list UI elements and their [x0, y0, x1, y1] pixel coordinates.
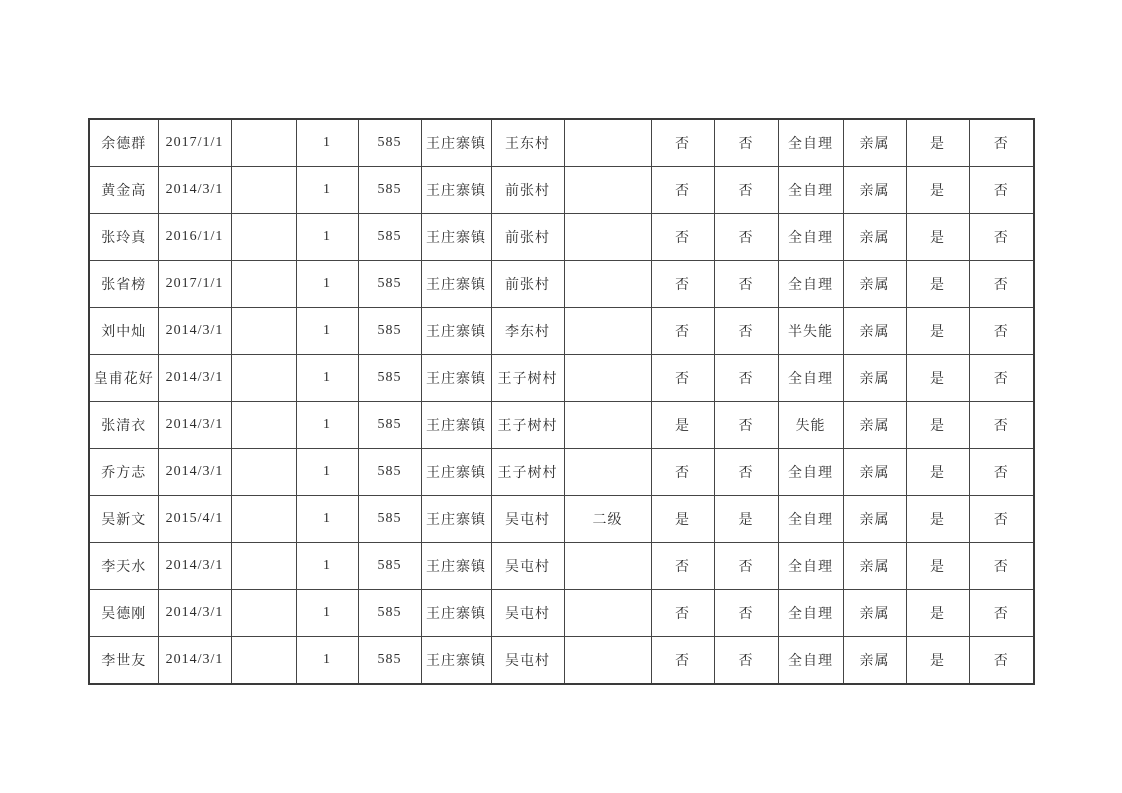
cell-caregiver-relation: 亲属 — [843, 543, 906, 590]
cell-grade — [564, 355, 651, 402]
cell-town: 王庄寨镇 — [421, 402, 491, 449]
cell-amount: 585 — [358, 449, 421, 496]
table-row — [89, 637, 1034, 685]
cell-date: 2014/3/1 — [158, 355, 231, 402]
cell-blank-1 — [231, 637, 296, 685]
cell-village: 王子树村 — [491, 449, 564, 496]
cell-village: 吴屯村 — [491, 590, 564, 637]
cell-amount: 585 — [358, 590, 421, 637]
cell-grade — [564, 261, 651, 308]
cell-flag-a: 否 — [651, 637, 714, 685]
cell-flag-c: 是 — [906, 167, 969, 214]
cell-care-level: 全自理 — [778, 590, 843, 637]
cell-flag-c: 是 — [906, 590, 969, 637]
cell-flag-c: 是 — [906, 119, 969, 167]
cell-name: 张清衣 — [89, 402, 158, 449]
cell-town: 王庄寨镇 — [421, 167, 491, 214]
cell-amount: 585 — [358, 308, 421, 355]
cell-flag-a: 否 — [651, 167, 714, 214]
cell-name: 刘中灿 — [89, 308, 158, 355]
cell-flag-a: 否 — [651, 214, 714, 261]
cell-amount: 585 — [358, 119, 421, 167]
cell-grade — [564, 119, 651, 167]
cell-count: 1 — [296, 261, 358, 308]
cell-date: 2014/3/1 — [158, 308, 231, 355]
cell-grade — [564, 637, 651, 685]
cell-blank-1 — [231, 355, 296, 402]
cell-care-level: 全自理 — [778, 637, 843, 685]
cell-amount: 585 — [358, 402, 421, 449]
cell-amount: 585 — [358, 543, 421, 590]
table-row — [89, 402, 1034, 449]
cell-flag-c: 是 — [906, 449, 969, 496]
cell-flag-b: 否 — [714, 119, 778, 167]
cell-grade — [564, 449, 651, 496]
cell-count: 1 — [296, 355, 358, 402]
cell-grade — [564, 308, 651, 355]
cell-flag-a: 否 — [651, 261, 714, 308]
cell-amount: 585 — [358, 261, 421, 308]
cell-flag-a: 否 — [651, 355, 714, 402]
cell-count: 1 — [296, 543, 358, 590]
cell-caregiver-relation: 亲属 — [843, 355, 906, 402]
cell-caregiver-relation: 亲属 — [843, 167, 906, 214]
cell-flag-d: 否 — [969, 590, 1034, 637]
table-row — [89, 308, 1034, 355]
cell-flag-d: 否 — [969, 119, 1034, 167]
cell-flag-d: 否 — [969, 261, 1034, 308]
cell-flag-a: 否 — [651, 119, 714, 167]
cell-name: 张省榜 — [89, 261, 158, 308]
cell-care-level: 全自理 — [778, 355, 843, 402]
table-row — [89, 449, 1034, 496]
cell-date: 2014/3/1 — [158, 402, 231, 449]
records-table — [88, 118, 1035, 685]
cell-town: 王庄寨镇 — [421, 214, 491, 261]
cell-date: 2014/3/1 — [158, 590, 231, 637]
cell-care-level: 全自理 — [778, 543, 843, 590]
cell-caregiver-relation: 亲属 — [843, 590, 906, 637]
cell-date: 2017/1/1 — [158, 261, 231, 308]
cell-flag-c: 是 — [906, 496, 969, 543]
cell-care-level: 全自理 — [778, 261, 843, 308]
cell-flag-b: 否 — [714, 308, 778, 355]
cell-flag-a: 否 — [651, 590, 714, 637]
table-row — [89, 214, 1034, 261]
cell-blank-1 — [231, 167, 296, 214]
cell-flag-a: 是 — [651, 496, 714, 543]
cell-village: 前张村 — [491, 261, 564, 308]
cell-flag-c: 是 — [906, 355, 969, 402]
cell-village: 前张村 — [491, 214, 564, 261]
table-row — [89, 119, 1034, 167]
cell-amount: 585 — [358, 496, 421, 543]
cell-town: 王庄寨镇 — [421, 543, 491, 590]
cell-date: 2016/1/1 — [158, 214, 231, 261]
table-row — [89, 496, 1034, 543]
cell-amount: 585 — [358, 637, 421, 685]
cell-date: 2014/3/1 — [158, 167, 231, 214]
cell-blank-1 — [231, 214, 296, 261]
cell-date: 2014/3/1 — [158, 637, 231, 685]
cell-care-level: 全自理 — [778, 449, 843, 496]
cell-care-level: 全自理 — [778, 496, 843, 543]
cell-flag-b: 否 — [714, 214, 778, 261]
cell-grade — [564, 214, 651, 261]
cell-town: 王庄寨镇 — [421, 449, 491, 496]
cell-care-level: 全自理 — [778, 214, 843, 261]
table-row — [89, 167, 1034, 214]
cell-flag-b: 否 — [714, 355, 778, 402]
cell-count: 1 — [296, 449, 358, 496]
cell-count: 1 — [296, 308, 358, 355]
cell-name: 皇甫花好 — [89, 355, 158, 402]
cell-blank-1 — [231, 590, 296, 637]
cell-care-level: 全自理 — [778, 119, 843, 167]
table-row — [89, 543, 1034, 590]
records-table-body — [89, 119, 1034, 684]
cell-grade — [564, 590, 651, 637]
cell-flag-d: 否 — [969, 496, 1034, 543]
cell-flag-a: 是 — [651, 402, 714, 449]
cell-flag-c: 是 — [906, 261, 969, 308]
cell-count: 1 — [296, 119, 358, 167]
cell-flag-b: 否 — [714, 449, 778, 496]
cell-flag-d: 否 — [969, 355, 1034, 402]
cell-village: 王东村 — [491, 119, 564, 167]
cell-flag-a: 否 — [651, 308, 714, 355]
cell-village: 前张村 — [491, 167, 564, 214]
cell-count: 1 — [296, 214, 358, 261]
cell-town: 王庄寨镇 — [421, 308, 491, 355]
cell-grade — [564, 167, 651, 214]
cell-flag-d: 否 — [969, 449, 1034, 496]
cell-name: 乔方志 — [89, 449, 158, 496]
cell-blank-1 — [231, 496, 296, 543]
cell-flag-a: 否 — [651, 543, 714, 590]
cell-flag-c: 是 — [906, 543, 969, 590]
cell-blank-1 — [231, 308, 296, 355]
cell-count: 1 — [296, 637, 358, 685]
table-row — [89, 261, 1034, 308]
cell-flag-d: 否 — [969, 308, 1034, 355]
cell-flag-a: 否 — [651, 449, 714, 496]
cell-name: 李世友 — [89, 637, 158, 685]
cell-date: 2014/3/1 — [158, 543, 231, 590]
cell-date: 2017/1/1 — [158, 119, 231, 167]
table-row — [89, 590, 1034, 637]
cell-amount: 585 — [358, 167, 421, 214]
cell-count: 1 — [296, 167, 358, 214]
cell-flag-d: 否 — [969, 402, 1034, 449]
cell-care-level: 失能 — [778, 402, 843, 449]
cell-flag-c: 是 — [906, 308, 969, 355]
cell-flag-b: 否 — [714, 590, 778, 637]
cell-flag-b: 是 — [714, 496, 778, 543]
cell-flag-d: 否 — [969, 637, 1034, 685]
cell-caregiver-relation: 亲属 — [843, 308, 906, 355]
cell-name: 余德群 — [89, 119, 158, 167]
cell-village: 吴屯村 — [491, 543, 564, 590]
cell-blank-1 — [231, 119, 296, 167]
cell-flag-c: 是 — [906, 214, 969, 261]
cell-flag-c: 是 — [906, 637, 969, 685]
cell-date: 2014/3/1 — [158, 449, 231, 496]
cell-blank-1 — [231, 449, 296, 496]
cell-flag-b: 否 — [714, 167, 778, 214]
cell-grade — [564, 543, 651, 590]
cell-blank-1 — [231, 543, 296, 590]
cell-name: 吴新文 — [89, 496, 158, 543]
cell-caregiver-relation: 亲属 — [843, 119, 906, 167]
cell-care-level: 全自理 — [778, 167, 843, 214]
cell-caregiver-relation: 亲属 — [843, 214, 906, 261]
cell-village: 王子树村 — [491, 402, 564, 449]
cell-village: 王子树村 — [491, 355, 564, 402]
cell-town: 王庄寨镇 — [421, 590, 491, 637]
cell-date: 2015/4/1 — [158, 496, 231, 543]
cell-grade — [564, 402, 651, 449]
table-row — [89, 355, 1034, 402]
cell-flag-d: 否 — [969, 543, 1034, 590]
cell-caregiver-relation: 亲属 — [843, 402, 906, 449]
cell-village: 李东村 — [491, 308, 564, 355]
cell-flag-d: 否 — [969, 167, 1034, 214]
cell-grade: 二级 — [564, 496, 651, 543]
cell-town: 王庄寨镇 — [421, 637, 491, 685]
cell-village: 吴屯村 — [491, 637, 564, 685]
cell-town: 王庄寨镇 — [421, 496, 491, 543]
cell-amount: 585 — [358, 355, 421, 402]
cell-flag-b: 否 — [714, 402, 778, 449]
cell-town: 王庄寨镇 — [421, 119, 491, 167]
cell-name: 吴德刚 — [89, 590, 158, 637]
cell-flag-b: 否 — [714, 543, 778, 590]
cell-town: 王庄寨镇 — [421, 355, 491, 402]
cell-name: 黄金高 — [89, 167, 158, 214]
cell-count: 1 — [296, 402, 358, 449]
cell-amount: 585 — [358, 214, 421, 261]
cell-count: 1 — [296, 590, 358, 637]
cell-caregiver-relation: 亲属 — [843, 496, 906, 543]
cell-blank-1 — [231, 402, 296, 449]
cell-blank-1 — [231, 261, 296, 308]
cell-flag-d: 否 — [969, 214, 1034, 261]
cell-caregiver-relation: 亲属 — [843, 637, 906, 685]
cell-flag-b: 否 — [714, 637, 778, 685]
cell-caregiver-relation: 亲属 — [843, 449, 906, 496]
cell-name: 张玲真 — [89, 214, 158, 261]
cell-town: 王庄寨镇 — [421, 261, 491, 308]
cell-flag-b: 否 — [714, 261, 778, 308]
cell-count: 1 — [296, 496, 358, 543]
cell-care-level: 半失能 — [778, 308, 843, 355]
cell-village: 吴屯村 — [491, 496, 564, 543]
cell-name: 李天水 — [89, 543, 158, 590]
cell-caregiver-relation: 亲属 — [843, 261, 906, 308]
cell-flag-c: 是 — [906, 402, 969, 449]
